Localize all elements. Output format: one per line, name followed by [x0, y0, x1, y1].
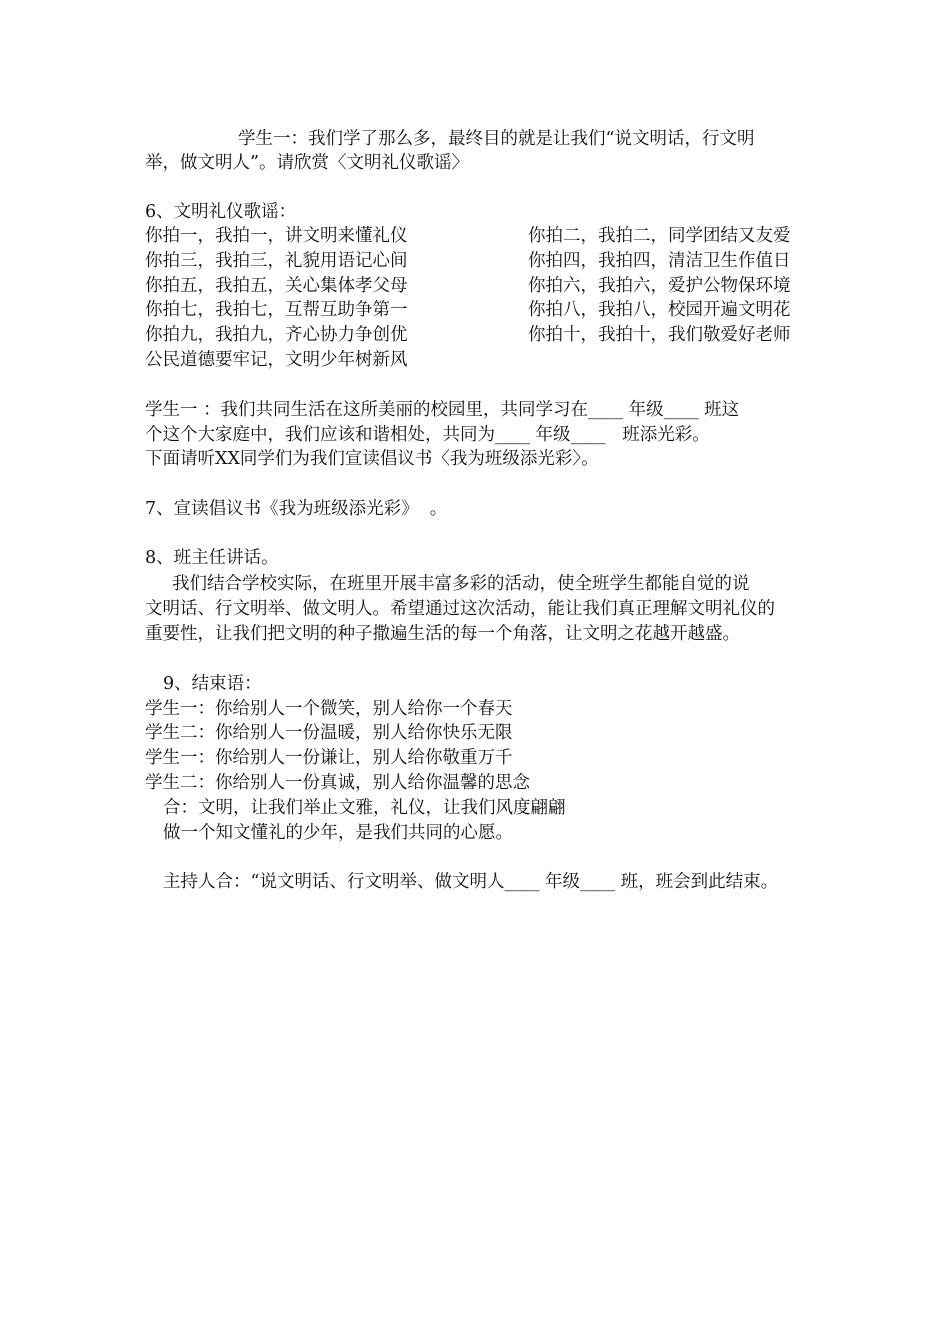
intro-line-2: 举，做文明人”。请欣赏〈文明礼仪歌谣〉 [145, 153, 469, 173]
closing-line: 学生一：你给别人一个微笑，别人给你一个春天 [145, 699, 513, 719]
song-line: 你拍七，我拍七，互帮互助争第一 [145, 300, 408, 320]
song-line: 你拍二，我拍二，同学团结又友爱 [528, 226, 791, 246]
item-8-line-2: 文明话、行文明举、做文明人。希望通过这次活动，能让我们真正理解文明礼仪的 [145, 599, 775, 619]
song-heading: 6、文明礼仪歌谣： [145, 202, 297, 222]
closing-line: 学生二：你给别人一份温暖，别人给你快乐无限 [145, 723, 513, 743]
student-para-line-1: 学生一 ：我们共同生活在这所美丽的校园里，共同学习在____ 年级____ 班这 [145, 400, 740, 420]
item-9-heading: 9、结束语： [163, 674, 262, 694]
song-line: 你拍六，我拍六，爱护公物保环境 [528, 276, 791, 296]
song-line: 你拍八，我拍八，校园开遍文明花 [528, 300, 791, 320]
song-line: 你拍九，我拍九，齐心协力争创优 [145, 325, 408, 345]
chorus-line-1: 合：文明，让我们举止文雅，礼仪，让我们风度翩翩 [163, 798, 566, 818]
song-line: 你拍三，我拍三，礼貌用语记心间 [145, 251, 408, 271]
student-para-line-2: 个这个大家庭中，我们应该和谐相处，共同为____ 年级____ 班添光彩。 [145, 425, 710, 445]
chorus-line-2: 做一个知文懂礼的少年，是我们共同的心愿。 [163, 823, 513, 843]
song-line: 你拍四，我拍四，清洁卫生作值日 [528, 251, 791, 271]
student-para-line-3: 下面请听XX同学们为我们宣读倡议书〈我为班级添光彩〉。 [145, 449, 599, 469]
closing-line: 学生二：你给别人一份真诚，别人给你温馨的思念 [145, 773, 530, 793]
item-8-line-1: 我们结合学校实际，在班里开展丰富多彩的活动，使全班学生都能自觉的说 [172, 574, 750, 594]
host-closing: 主持人合：“说文明话、行文明举、做文明人____ 年级____ 班，班会到此结束。 [163, 872, 779, 892]
closing-line: 学生一：你给别人一份谦让，别人给你敬重万千 [145, 748, 513, 768]
intro-line-1: 学生一：我们学了那么多，最终目的就是让我们“说文明话，行文明 [238, 129, 755, 149]
item-8-line-3: 重要性，让我们把文明的种子撒遍生活的每一个角落，让文明之花越开越盛。 [145, 624, 740, 644]
song-line: 你拍五，我拍五，关心集体孝父母 [145, 276, 408, 296]
song-line: 你拍一，我拍一，讲文明来懂礼仪 [145, 226, 408, 246]
item-7: 7、宣读倡议书《我为班级添光彩》 。 [145, 499, 448, 519]
song-line: 你拍十，我拍十，我们敬爱好老师 [528, 325, 791, 345]
item-8-heading: 8、班主任讲话。 [145, 548, 279, 568]
song-closing: 公民道德要牢记，文明少年树新风 [145, 350, 408, 370]
